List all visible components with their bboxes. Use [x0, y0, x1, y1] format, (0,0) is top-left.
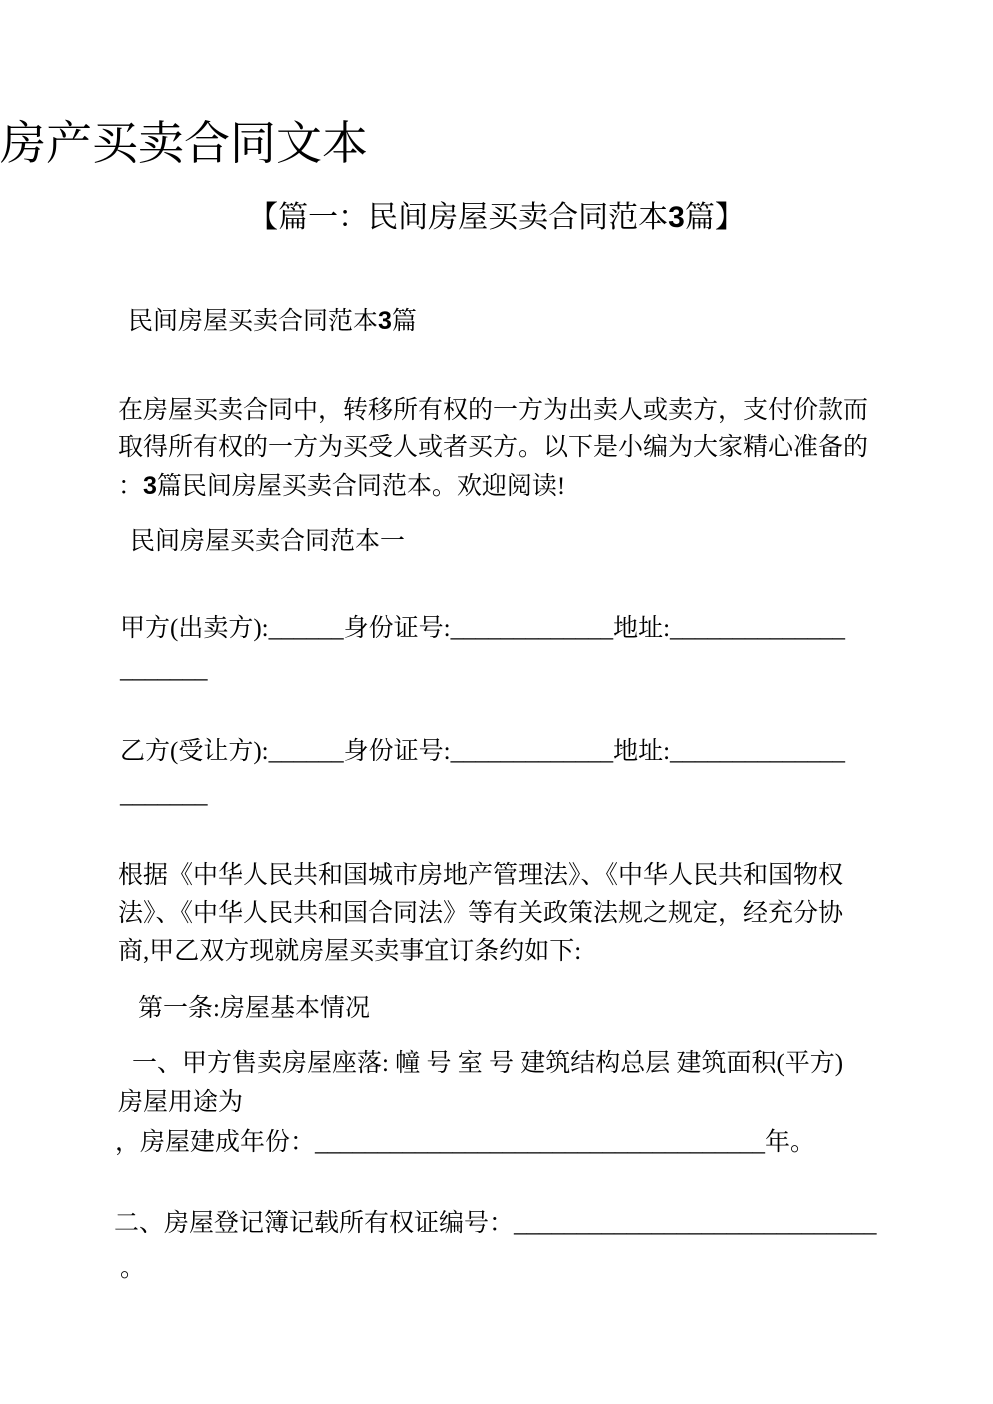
- party-a-address-blank: ______________: [670, 615, 846, 642]
- article1-heading: 第一条:房屋基本情况: [138, 995, 370, 1022]
- cert-number-label: 二、房屋登记簿记载所有权证编号：: [114, 1210, 515, 1237]
- intro-paragraph-line-3: [118, 472, 565, 502]
- build-year-suffix: 年。: [765, 1129, 816, 1156]
- part1-heading-post: 篇】: [684, 201, 745, 234]
- party-b-id-blank: _____________: [450, 738, 614, 765]
- party-a-address-label: 地址:: [613, 615, 671, 642]
- party-b-label: 乙方(受让方):: [120, 738, 269, 765]
- sample1-heading: 民间房屋买卖合同范本一: [130, 528, 406, 555]
- article1-item1-line-3: [115, 1129, 815, 1158]
- party-b-id-label: 身份证号:: [343, 738, 451, 765]
- party-b-blank-continuation: _______: [120, 781, 208, 808]
- intro-line3-number: 3: [143, 472, 157, 500]
- article1-item1-line-2: 房屋用途为: [118, 1089, 244, 1116]
- article1-item2-period: 。: [120, 1255, 146, 1282]
- party-a-line: [120, 615, 845, 644]
- party-a-id-blank: _____________: [450, 615, 614, 642]
- sample-list-heading-post: 篇: [391, 308, 417, 335]
- party-a-name-blank: ______: [268, 615, 344, 642]
- part1-heading-number: 3: [668, 201, 685, 234]
- sample-list-heading: [128, 307, 417, 337]
- intro-paragraph-line-2: 取得所有权的一方为买受人或者买方。以下是小编为大家精心准备的: [118, 434, 869, 461]
- build-year-label: ，房屋建成年份：: [115, 1129, 316, 1156]
- party-b-name-blank: ______: [268, 738, 344, 765]
- part1-heading: [0, 201, 993, 236]
- part1-heading-pre: 【篇一：民间房屋买卖合同范本: [248, 201, 669, 234]
- article1-item2-line: [114, 1210, 877, 1239]
- intro-line3-text: 篇民间房屋买卖合同范本。欢迎阅读!: [156, 473, 566, 500]
- party-a-blank-continuation: _______: [120, 656, 208, 683]
- sample-list-heading-number: 3: [378, 307, 392, 335]
- cert-number-blank: _____________________________: [514, 1210, 877, 1237]
- legal-basis-line-1: 根据《中华人民共和国城市房地产管理法》、《中华人民共和国物权: [118, 862, 844, 889]
- article1-item1-line-1: 一、甲方售卖房屋座落: 幢 号 室 号 建筑结构总层 建筑面积(平方): [132, 1050, 844, 1077]
- build-year-blank: ____________________________________: [315, 1129, 766, 1156]
- legal-basis-line-3: 商,甲乙双方现就房屋买卖事宜订条约如下:: [118, 938, 582, 965]
- intro-line3-colon: ：: [118, 473, 144, 500]
- intro-paragraph-line-1: 在房屋买卖合同中，转移所有权的一方为出卖人或卖方，支付价款而: [118, 397, 869, 424]
- document-title: 房产买卖合同文本: [0, 118, 368, 169]
- party-b-line: [120, 738, 845, 767]
- party-a-id-label: 身份证号:: [343, 615, 451, 642]
- party-b-address-blank: ______________: [670, 738, 846, 765]
- legal-basis-line-2: 法》、《中华人民共和国合同法》等有关政策法规之规定，经充分协: [118, 900, 844, 927]
- sample-list-heading-pre: 民间房屋买卖合同范本: [128, 308, 379, 335]
- party-b-address-label: 地址:: [613, 738, 671, 765]
- party-a-label: 甲方(出卖方):: [120, 615, 269, 642]
